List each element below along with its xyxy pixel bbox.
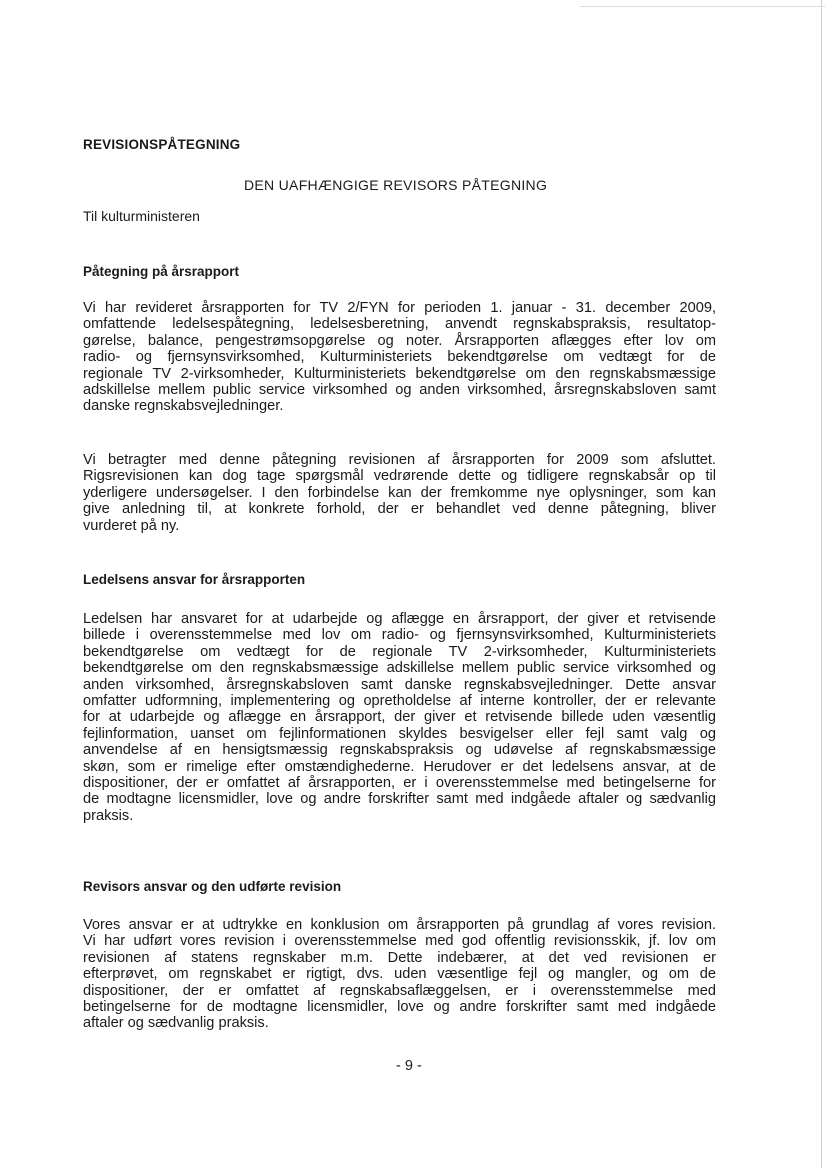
document-subtitle: DEN UAFHÆNGIGE REVISORS PÅTEGNING	[244, 177, 548, 193]
section-heading: Revisors ansvar og den udførte revision	[83, 879, 342, 894]
text-line: Vi har udført vores revision i overensstemmelse med god offentlig revisionsskik, jf. lov om	[83, 933, 716, 950]
paragraph	[83, 300, 716, 415]
text-line: Vores ansvar er at udtrykke en konklusion om årsrapporten på grundlag af vores revision.	[83, 917, 716, 933]
text-line: dispositioner, der er omfattet af årsrapporten, er i overensstemmelse med betingelserne for	[83, 775, 716, 792]
text-line: bekendtgørelse om den regnskabsmæssige adskillelse mellem public service virksomhed og	[83, 660, 716, 677]
section-heading: Ledelsens ansvar for årsrapporten	[83, 572, 306, 587]
text-line: aftaler og sædvanlig praksis.	[83, 1015, 269, 1032]
text-line: anden virksomhed, årsregnskabsloven samt danske regnskabsvejledninger. Dette ansvar	[83, 676, 716, 693]
addressee: Til kulturministeren	[83, 208, 200, 224]
text-line: billede i overensstemmelse med lov om radio- og fjernsynsvirksomhed, Kulturministeriets	[83, 627, 716, 644]
page-number: - 9 -	[396, 1058, 422, 1074]
scan-edge-top	[580, 6, 825, 7]
text-line: fejlinformation, uanset om fejlinformationen skyldes besvigelser eller fejl samt valg og	[83, 725, 716, 742]
text-line: danske regnskabsvejledninger.	[83, 398, 284, 415]
text-line: Ledelsen har ansvaret for at udarbejde og aflægge en årsrapport, der giver et retvisende	[83, 611, 716, 627]
text-line: adskillelse mellem public service virksomhed og anden virksomhed, årsregnskabsloven samt	[83, 382, 716, 399]
text-line: Rigsrevisionen kan dog tage spørgsmål vedrørende dette og tidligere regnskabsår op til	[83, 468, 716, 485]
text-line: Vi betragter med denne påtegning revisionen af årsrapporten for 2009 som afsluttet.	[83, 452, 716, 468]
text-line: omfattende ledelsespåtegning, ledelsesberetning, anvendt regnskabspraksis, resultatop-	[83, 316, 716, 333]
scan-edge	[821, 0, 822, 1168]
text-line: anvendelse af en hensigtsmæssig regnskabspraksis og udøvelse af regnskabsmæssige	[83, 742, 716, 759]
section-heading: Påtegning på årsrapport	[83, 264, 240, 279]
text-line: gørelse, balance, pengestrømsopgørelse og noter. Årsrapporten aflægges efter lov om	[83, 332, 716, 349]
text-line: yderligere undersøgelser. I den forbindelse kan der fremkomme nye oplysninger, som kan	[83, 484, 716, 501]
text-line: bekendtgørelse om vedtægt for de regionale TV 2-virksomheder, Kulturministeriets	[83, 643, 716, 660]
text-line: radio- og fjernsynsvirksomhed, Kulturministeriets bekendtgørelse om vedtægt for de	[83, 349, 716, 366]
text-line: vurderet på ny.	[83, 517, 180, 534]
text-line: betingelserne for de modtagne licensmidler, love og andre forskrifter samt med indgåede	[83, 999, 716, 1016]
text-line: give anledning til, at konkrete forhold, der er behandlet ved denne påtegning, bliver	[83, 501, 716, 518]
text-line: skøn, som er rimelige efter omstændighederne. Herudover er det ledelsens ansvar, at de	[83, 758, 716, 775]
text-line: dispositioner, der er omfattet af regnskabsaflæggelsen, er i overensstemmelse med	[83, 982, 716, 999]
text-line: omfatter udformning, implementering og opretholdelse af interne kontroller, der er relevante	[83, 693, 716, 710]
paragraph	[83, 452, 716, 534]
document-title: REVISIONSPÅTEGNING	[83, 137, 241, 152]
text-line: efterprøvet, om regnskabet er rigtigt, dvs. uden væsentlige fejl og mangler, og om de	[83, 966, 716, 983]
paragraph	[83, 611, 716, 824]
text-line: praksis.	[83, 807, 134, 824]
text-line: Vi har revideret årsrapporten for TV 2/FYN for perioden 1. januar - 31. december 2009,	[83, 300, 716, 316]
text-line: regionale TV 2-virksomheder, Kulturministeriets bekendtgørelse om den regnskabsmæssige	[83, 365, 716, 382]
text-line: de modtagne licensmidler, love og andre forskrifter samt med indgåede aftaler og sædvanlig	[83, 791, 716, 808]
paragraph	[83, 917, 716, 1032]
text-line: for at udarbejde og aflægge en årsrapport, der giver et retvisende billede uden væsentlig	[83, 709, 716, 726]
text-line: revisionen af statens regnskaber m.m. Dette indebærer, at det ved revisionen er	[83, 949, 716, 966]
